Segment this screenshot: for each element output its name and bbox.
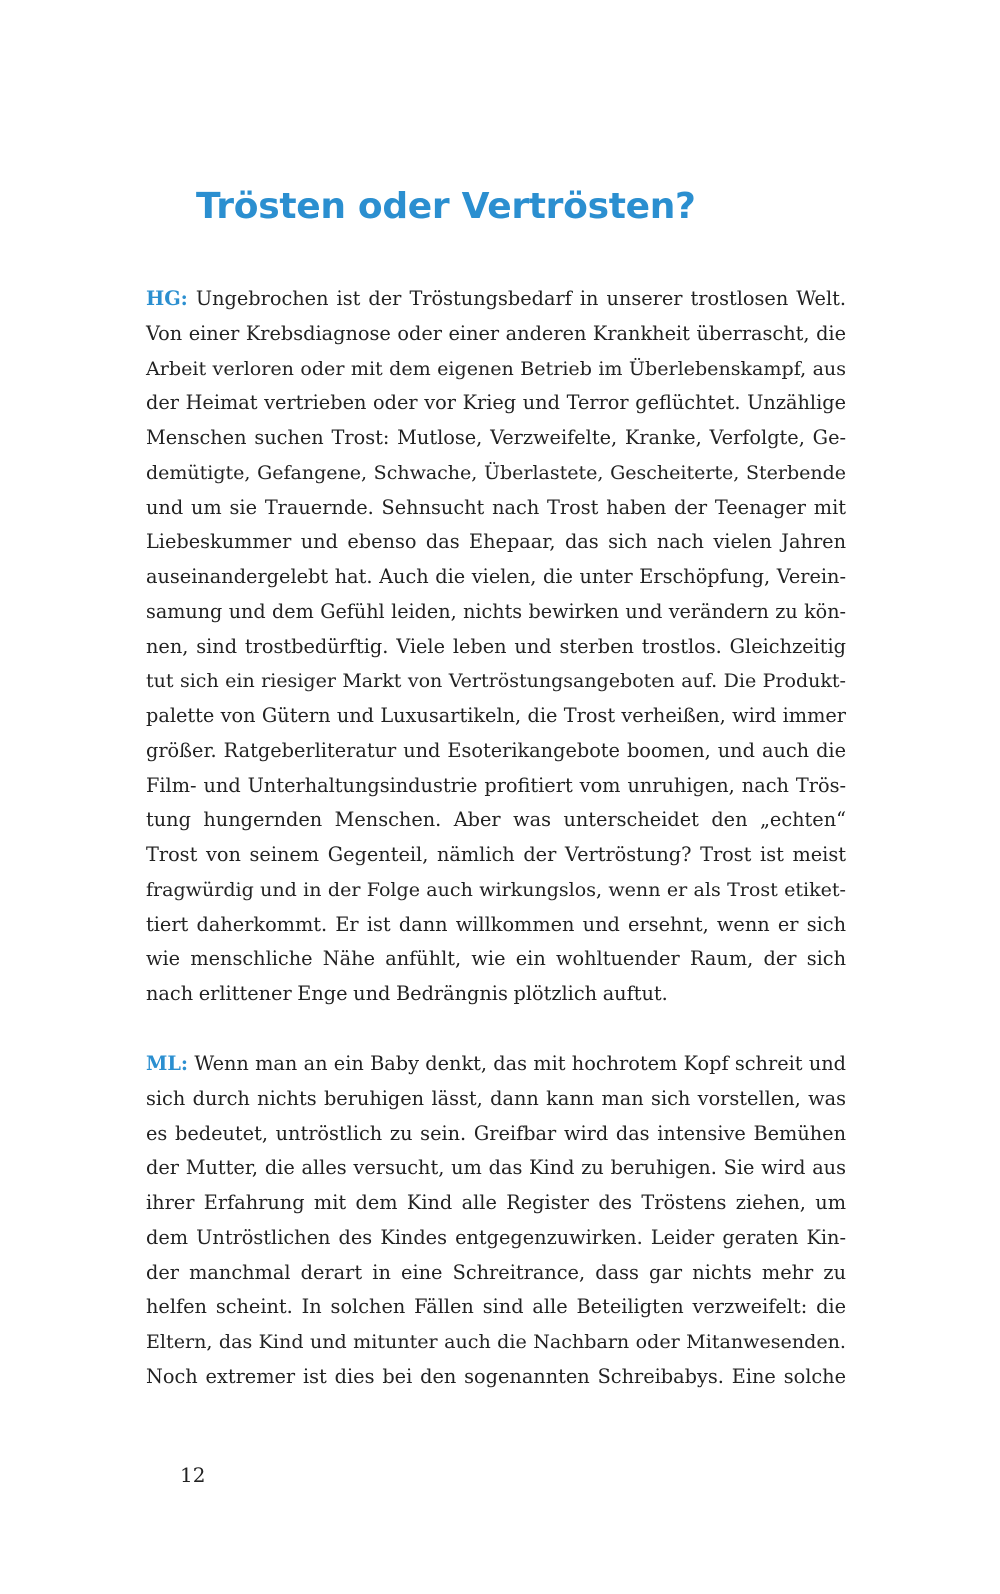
paragraph-ml — [146, 1047, 846, 1395]
text-line: und um sie Trauernde. Sehnsucht nach Trost haben der Teenager mit — [146, 495, 846, 519]
text-line: nen, sind trostbedürftig. Viele leben und sterben trostlos. Gleichzeitig — [146, 634, 846, 658]
text-line: sich durch nichts beruhigen lässt, dann kann man sich vorstellen, was — [146, 1086, 846, 1110]
speaker-label: ML: — [146, 1052, 189, 1075]
paragraph-hg — [146, 282, 846, 1012]
text-line: samung und dem Gefühl leiden, nichts bewirken und verändern zu kön- — [146, 599, 846, 623]
text-line: es bedeutet, untröstlich zu sein. Greifbar wird das intensive Bemühen — [146, 1121, 846, 1145]
text-line: dem Untröstlichen des Kindes entgegenzuwirken. Leider geraten Kin- — [146, 1225, 846, 1249]
text-line: Trost von seinem Gegenteil, nämlich der Vertröstung? Trost ist meist — [146, 843, 846, 866]
text-line: Liebeskummer und ebenso das Ehepaar, das sich nach vielen Jahren — [146, 530, 846, 554]
speaker-label: HG: — [146, 287, 188, 310]
text-line: Von einer Krebsdiagnose oder einer anderen Krankheit überrascht, die — [146, 321, 846, 345]
text-line: Noch extremer ist dies bei den sogenannten Schreibabys. Eine solche — [146, 1364, 846, 1388]
text-line: der Heimat vertrieben oder vor Krieg und Terror geflüchtet. Unzählige — [146, 391, 846, 415]
text-line: ML: Wenn man an ein Baby denkt, das mit hochrotem Kopf schreit und — [146, 1052, 846, 1075]
text-line: fragwürdig und in der Folge auch wirkungslos, wenn er als Trost etiket- — [146, 878, 846, 901]
page-number: 12 — [180, 1463, 206, 1487]
text-line: helfen scheint. In solchen Fällen sind alle Beteiligten verzweifelt: die — [146, 1295, 846, 1319]
text-line: ihrer Erfahrung mit dem Kind alle Register des Tröstens ziehen, um — [146, 1191, 846, 1214]
text-line: nach erlittener Enge und Bedrängnis plötzlich auftut. — [146, 982, 668, 1005]
text-line: der Mutter, die alles versucht, um das Kind zu beruhigen. Sie wird aus — [146, 1156, 846, 1180]
text-line: Eltern, das Kind und mitunter auch die Nachbarn oder Mitanwesenden. — [146, 1331, 846, 1353]
text-line: auseinandergelebt hat. Auch die vielen, die unter Erschöpfung, Verein- — [146, 565, 846, 588]
text-line: Menschen suchen Trost: Mutlose, Verzweifelte, Kranke, Verfolgte, Ge- — [146, 426, 846, 449]
text-line: palette von Gütern und Luxusartikeln, die Trost verheißen, wird immer — [146, 704, 846, 727]
text-line: tung hungernden Menschen. Aber was unterscheidet den „echten“ — [146, 808, 846, 832]
text-line: HG: Ungebrochen ist der Tröstungsbedarf in unserer trostlosen Welt. — [146, 287, 846, 310]
text-line: demütigte, Gefangene, Schwache, Überlastete, Gescheiterte, Sterbende — [146, 461, 846, 484]
text-line: wie menschliche Nähe anfühlt, wie ein wohltuender Raum, der sich — [146, 947, 846, 971]
text-line: größer. Ratgeberliteratur und Esoterikangebote boomen, und auch die — [146, 738, 846, 762]
text-line: der manchmal derart in eine Schreitrance, dass gar nichts mehr zu — [146, 1260, 846, 1284]
text-line: Film- und Unterhaltungsindustrie profitiert vom unruhigen, nach Trös- — [146, 773, 846, 797]
text-line: tut sich ein riesiger Markt von Vertröstungsangeboten auf. Die Produkt- — [146, 670, 846, 693]
chapter-title: Trösten oder Vertrösten? — [196, 186, 696, 227]
text-line: Arbeit verloren oder mit dem eigenen Betrieb im Überlebenskampf, aus — [146, 357, 846, 380]
text-line: tiert daherkommt. Er ist dann willkommen und ersehnt, wenn er sich — [146, 912, 846, 936]
